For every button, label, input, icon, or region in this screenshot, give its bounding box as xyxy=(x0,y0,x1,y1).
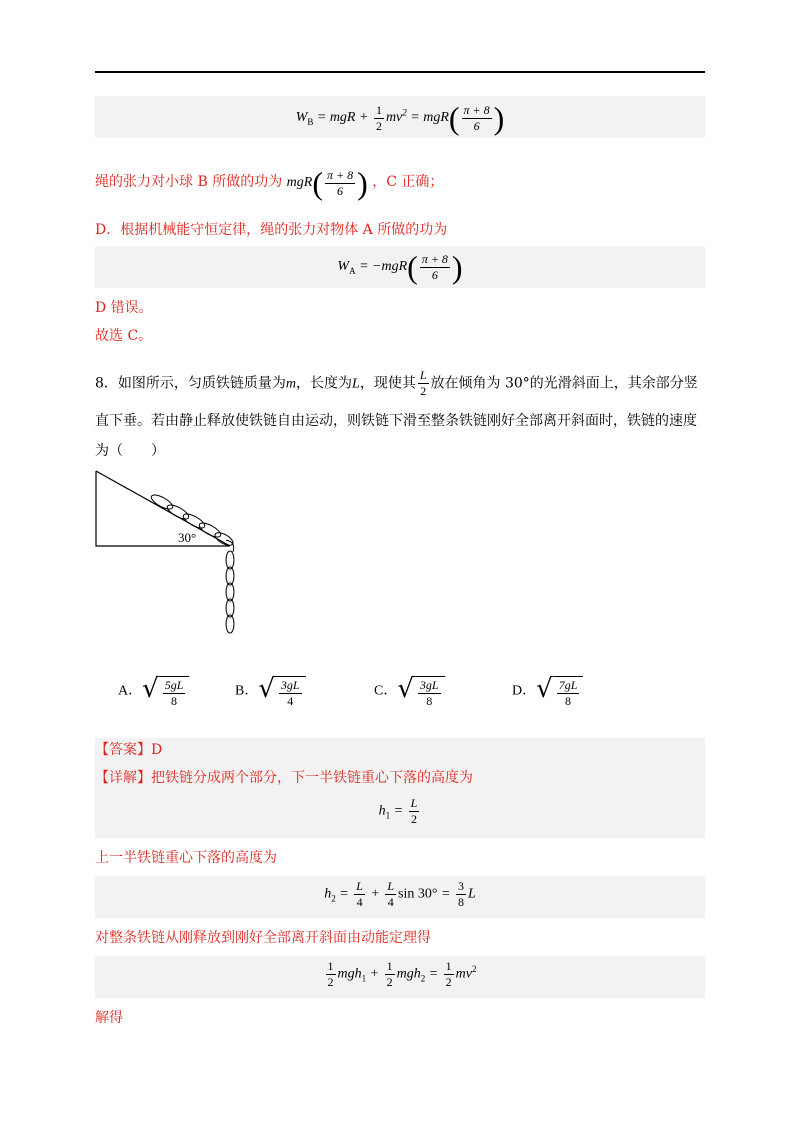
equation-box-wa xyxy=(95,246,705,288)
option-a[interactable]: A． √ $\frac{5gL}{8}$ xyxy=(118,672,189,711)
detail-tag: 【详解】 xyxy=(95,770,151,786)
equation-wa: $W_A = -mgR$( $\frac{\pi + 8}{6}$ ) xyxy=(337,249,463,285)
frac-l-over-2: $\frac{L}{2}$ xyxy=(419,368,427,398)
equation-energy: $\frac{1}{2}$ mgh$_1$ + $\frac{1}{2}$ mgh$_2$ = $\frac{1}{2}$ $mv^2$ xyxy=(327,959,477,989)
c-formula: mgR( $\frac{\pi + 8}{6}$ ) xyxy=(286,165,368,201)
equation-box-wb xyxy=(95,96,705,138)
equation-box-energy xyxy=(95,956,705,998)
q-text-c: ，现使其 xyxy=(359,375,416,392)
option-d-den: 8 xyxy=(565,694,572,709)
answer-line xyxy=(95,740,162,760)
detail-text: 把铁链分成两个部分，下一半铁链重心下落的高度为 xyxy=(151,770,473,786)
equation-h1: $h_1$ = $\frac{L}{2}$ xyxy=(378,796,418,826)
option-b-num: 3gL xyxy=(280,678,300,693)
choose-answer: 故选 C。 xyxy=(95,328,153,344)
var-l: L xyxy=(352,376,360,392)
c-prefix: 绳的张力对小球 B 所做的功为 xyxy=(95,174,283,191)
header-rule xyxy=(95,71,705,73)
option-a-den: 8 xyxy=(171,694,178,709)
option-a-num: 5gL xyxy=(164,678,184,693)
c-suffix: ，C 正确； xyxy=(372,174,444,191)
option-a-label: A． xyxy=(118,683,143,699)
equation-box-h2 xyxy=(95,876,705,918)
angle-label: 30° xyxy=(178,530,197,545)
option-d-label: D． xyxy=(512,683,537,699)
var-m: m xyxy=(285,376,297,392)
option-b-den: 4 xyxy=(287,694,294,709)
answer-tag: 【答案】 xyxy=(95,742,151,758)
energy-text: 对整条铁链从刚释放到刚好全部离开斜面由动能定理得 xyxy=(95,930,431,946)
equation-h2: $h_2$ = $\frac{L}{4}$ + $\frac{L}{4}$ sin 30° = $\frac{3}{8}$ L xyxy=(324,879,476,909)
c-statement xyxy=(95,165,443,201)
solve-text: 解得 xyxy=(95,1010,123,1026)
q-text-a: 如图所示，匀质铁链质量为 xyxy=(117,375,286,392)
d-wrong: D 错误。 xyxy=(95,300,153,316)
q-text-d: 放在倾角为 30°的光滑斜面上，其余部分竖 xyxy=(430,375,698,392)
option-c[interactable]: C． √ $\frac{3gL}{8}$ xyxy=(374,672,445,711)
option-d-num: 7gL xyxy=(558,678,578,693)
upper-half-text: 上一半铁链重心下落的高度为 xyxy=(95,850,277,866)
detail-line xyxy=(95,768,473,788)
equation-wb: $W_B$ = mgR + $\frac{1}{2}$ $mv^2 = mgR$( $\frac{\pi + 8}{6}$ ) xyxy=(295,100,505,136)
question-number: 8． xyxy=(95,375,118,392)
question-line-2: 直下垂。若由静止释放使铁链自由运动，则铁链下滑至整条铁链刚好全部离开斜面时，铁链的速度 xyxy=(95,413,697,429)
question-line-3: 为（ ） xyxy=(95,443,165,459)
answer-box xyxy=(95,738,705,838)
option-c-label: C． xyxy=(374,683,398,699)
d-statement: D．根据机械能守恒定律，绳的张力对物体 A 所做的功为 xyxy=(95,222,448,238)
option-d[interactable]: D． √ $\frac{7gL}{8}$ xyxy=(512,672,583,711)
q-text-b: ，长度为 xyxy=(296,375,353,392)
incline-chain-figure xyxy=(94,468,244,640)
answer-value: D xyxy=(151,742,163,758)
option-c-den: 8 xyxy=(426,694,433,709)
chain-hanging xyxy=(226,551,234,633)
option-b-label: B． xyxy=(235,683,259,699)
question-line-1 xyxy=(95,368,698,399)
option-c-num: 3gL xyxy=(419,678,439,693)
option-b[interactable]: B． √ $\frac{3gL}{4}$ xyxy=(235,672,306,711)
